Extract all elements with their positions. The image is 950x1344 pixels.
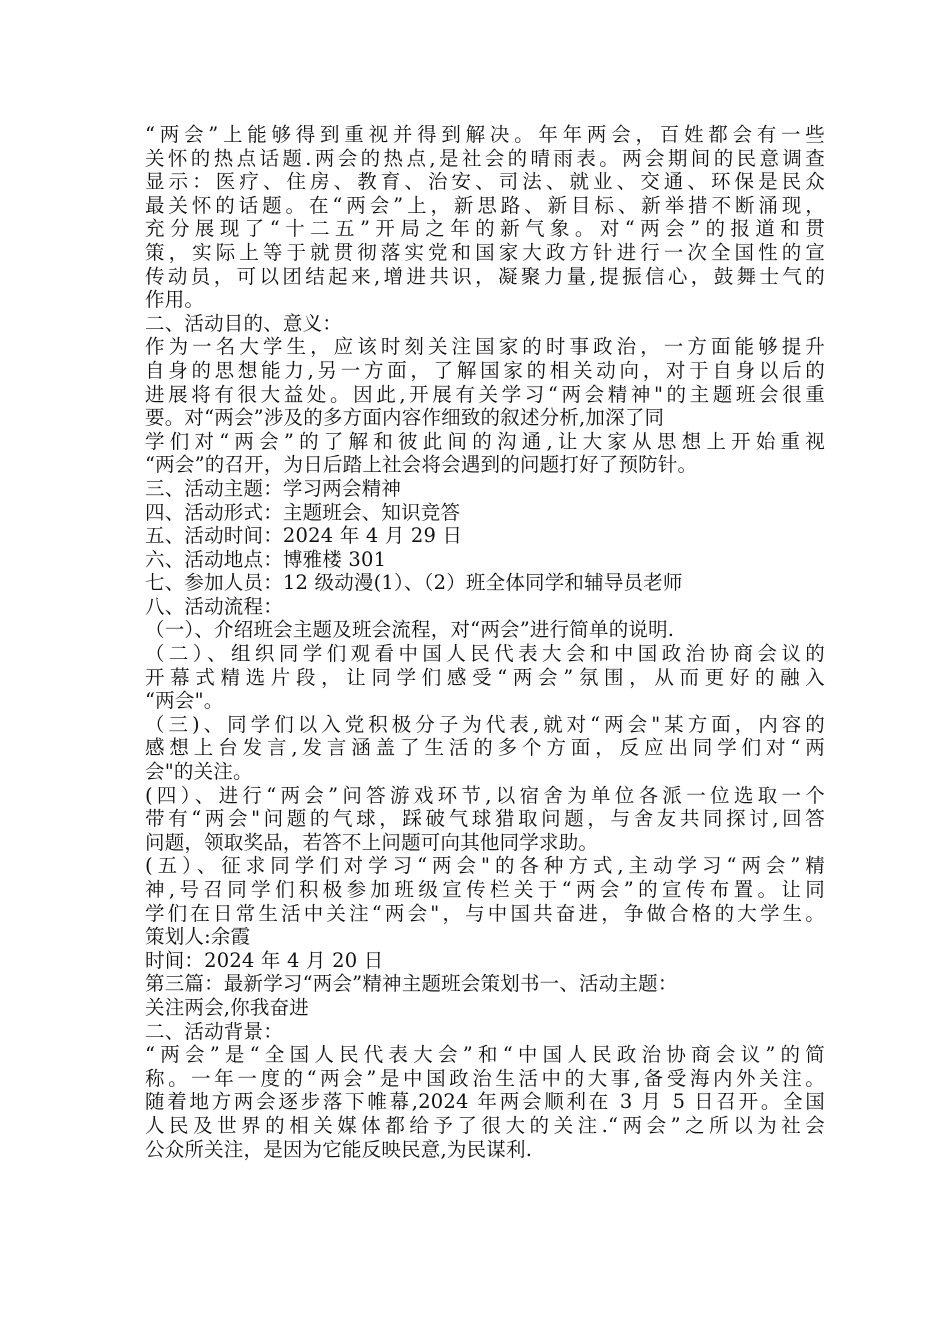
- text-line: 自身的思想能力,另一方面，了解国家的相关动向，对于自身以后的: [145, 358, 825, 382]
- text-line: “两会"。: [145, 689, 224, 713]
- text-line: 时间：2024 年 4 月 20 日: [145, 948, 384, 972]
- text-line: 带有“两会"问题的气球，踩破气球猎取问题，与舍友共同探讨,回答: [145, 807, 825, 831]
- text-line: 进展将有很大益处。因此,开展有关学习“两会精神"的主题班会很重: [145, 382, 825, 406]
- text-line: 八、活动流程：: [145, 594, 283, 618]
- text-line: 显示：医疗、住房、教育、治安、司法、就业、交通、环保是民众: [145, 170, 825, 194]
- text-line: 最关怀的话题。在“两会”上，新思路、新目标、新举措不断涌现，: [145, 193, 825, 217]
- text-line: “两会”上能够得到重视并得到解决。年年两会，百姓都会有一些: [145, 123, 825, 146]
- text-line: （二）、组织同学们观看中国人民代表大会和中国政治协商会议的: [145, 642, 825, 666]
- text-line: （一）、介绍班会主题及班会流程，对“两会”进行简单的说明.: [145, 618, 675, 642]
- text-line: 学们对“两会”的了解和彼此间的沟通,让大家从思想上开始重视: [145, 429, 825, 453]
- text-line: 二、活动背景：: [145, 1019, 283, 1043]
- text-line: 三、活动主题：学习两会精神: [145, 476, 402, 500]
- text-line: 四、活动形式：主题班会、知识竞答: [145, 500, 461, 524]
- text-line: 要。对“两会”涉及的多方面内容作细致的叙述分析,加深了同: [145, 406, 665, 430]
- document-body: [145, 123, 825, 1161]
- text-line: 六、活动地点：博雅楼 301: [145, 547, 387, 571]
- text-line: 感想上台发言,发言涵盖了生活的多个方面，反应出同学们对“两: [145, 736, 825, 760]
- text-line: (四）、进行“两会”问答游戏环节,以宿舍为单位各派一位选取一个: [145, 783, 825, 807]
- text-line: 神,号召同学们积极参加班级宣传栏关于“两会”的宣传布置。让同: [145, 878, 825, 901]
- text-line: 充分展现了“十二五”开局之年的新气象。对“两会”的报道和贯: [145, 217, 825, 241]
- text-line: (五）、征求同学们对学习“两会"的各种方式,主动学习“两会”精: [145, 854, 825, 878]
- text-line: “两会”是“全国人民代表大会”和“中国人民政治协商会议”的简: [145, 1043, 825, 1067]
- text-line: 问题，领取奖品，若答不上问题可向其他同学求助。: [145, 830, 599, 854]
- text-line: 开幕式精选片段，让同学们感受“两会”氛围，从而更好的融入: [145, 665, 825, 689]
- text-line: 学们在日常生活中关注“两会"，与中国共奋进，争做合格的大学生。: [145, 901, 825, 925]
- text-line: 七、参加人员：12 级动漫(1）、（2）班全体同学和辅导员老师: [145, 571, 683, 595]
- text-line: 五、活动时间：2024 年 4 月 29 日: [145, 524, 463, 548]
- text-line: 作用。: [145, 288, 205, 312]
- text-line: 策划人:余霞: [145, 925, 251, 949]
- text-line: 传动员，可以团结起来,增进共识，凝聚力量,提振信心，鼓舞士气的: [145, 264, 825, 288]
- text-line: 作为一名大学生，应该时刻关注国家的时事政治，一方面能够提升: [145, 335, 825, 359]
- text-line: 随着地方两会逐步落下帷幕,2024 年两会顺利在 3 月 5 日召开。全国: [145, 1090, 825, 1114]
- text-line: （三)、同学们以入党积极分子为代表,就对“两会"某方面，内容的: [145, 712, 825, 736]
- text-line: 会"的关注。: [145, 760, 253, 784]
- text-line: “两会”的召开，为日后踏上社会将会遇到的问题打好了预防针。: [145, 453, 698, 477]
- text-line: 二、活动目的、意义：: [145, 311, 343, 335]
- text-line: 第三篇：最新学习“两会”精神主题班会策划书一、活动主题：: [145, 972, 678, 996]
- text-line: 称。一年一度的“两会”是中国政治生活中的大事,备受海内外关注。: [145, 1066, 825, 1090]
- text-line: 关注两会,你我奋进: [145, 995, 309, 1019]
- text-line: 人民及世界的相关媒体都给予了很大的关注.“两会”之所以为社会: [145, 1113, 825, 1137]
- text-line: 关怀的热点话题.两会的热点,是社会的晴雨表。两会期间的民意调查: [145, 146, 825, 170]
- text-line: 公众所关注，是因为它能反映民意,为民谋利.: [145, 1137, 533, 1161]
- text-line: 策，实际上等于就贯彻落实党和国家大政方针进行一次全国性的宣: [145, 240, 825, 264]
